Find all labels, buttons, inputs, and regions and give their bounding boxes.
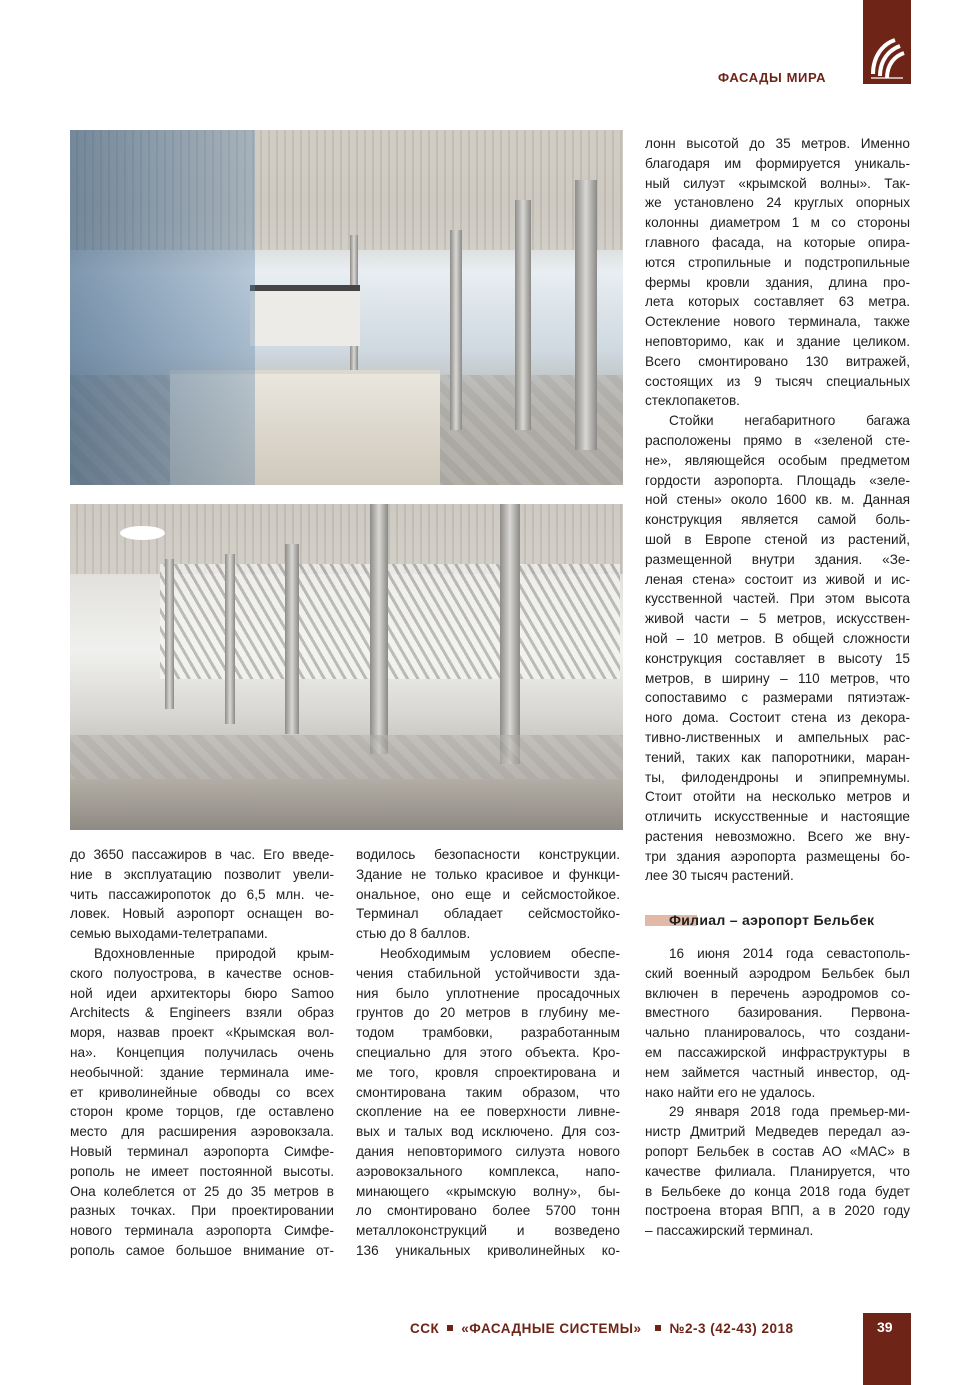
text-line: ме того, кровля спроектирована и: [356, 1064, 620, 1080]
subheading-text: Филиал – аэропорт Бельбек: [669, 912, 875, 928]
text-line: главного фасада, на которые опира-: [645, 234, 910, 250]
text-line: Architects & Engineers взяли образ: [70, 1005, 334, 1021]
text-line: конструкция является самой боль-: [645, 512, 910, 528]
text-line: конструкция составляет в высоту 15: [645, 650, 910, 666]
text-line: смонтирована таким образом, что: [356, 1084, 620, 1100]
page-number: 39: [877, 1319, 893, 1335]
text-line: разных точках. При проектировании: [70, 1203, 334, 1219]
text-line: аэровокзального комплекса, напо-: [356, 1163, 620, 1179]
footer-publication-line: [410, 1321, 794, 1336]
text-line: место для расширения аэровокзала.: [70, 1124, 334, 1140]
paragraph: [356, 944, 620, 1261]
text-line: ются стропильные и подстропильные: [645, 254, 910, 270]
text-line: водилось безопасности конструкции.: [356, 847, 620, 862]
text-line: ты, филодендроны и эпипремнумы.: [645, 769, 910, 785]
text-line: семью выходами-телетрапами.: [70, 926, 268, 942]
terminal-interior-photo-bottom: [70, 504, 623, 830]
text-line: расположены прямо в «зеленой сте-: [645, 432, 910, 448]
text-line: дания неповторимого силуэта нового: [356, 1143, 620, 1159]
text-line: Всего смонтировано 130 витражей,: [645, 353, 910, 369]
text-line: специально для этого объекта. Кро-: [356, 1044, 620, 1060]
text-line: ной стены» около 1600 кв. м. Данная: [645, 492, 910, 508]
text-line: – пассажирский терминал.: [645, 1223, 814, 1239]
text-line: сопоставимо с размерами пятиэтаж-: [645, 690, 910, 706]
square-bullet-icon: [447, 1325, 453, 1331]
text-line: ловек. Новый аэропорт оснащен во-: [70, 906, 334, 922]
paragraph: [70, 845, 334, 944]
text-line: нистр Дмитрий Медведев передал аэ-: [645, 1124, 910, 1140]
text-line: 136 уникальных криволинейных ко-: [356, 1242, 620, 1258]
wave-logo-icon: [869, 34, 905, 80]
text-line: Новый терминал аэропорта Симфе-: [70, 1143, 334, 1159]
text-line: минающего «крымскую волну», бы-: [356, 1183, 620, 1199]
footer-journal: ССК: [410, 1321, 440, 1336]
text-line: ло смонтировано более 5700 тонн: [356, 1203, 620, 1219]
article-column-3-belbek: [645, 944, 910, 1241]
text-line: ского полуострова, в качестве основ-: [70, 965, 334, 981]
section-title: ФАСАДЫ МИРА: [718, 70, 827, 85]
paragraph: [645, 411, 910, 886]
article-column-2: [356, 845, 620, 1261]
text-line: ного дома. Состоит стена из декора-: [645, 710, 910, 726]
text-line: не», являющейся особым предметом: [645, 452, 910, 468]
text-line: же установлено 24 круглых опорных: [645, 195, 910, 211]
text-line: металлоконструкций и возведено: [356, 1223, 620, 1239]
text-line: состоящих из 9 тысяч специальных: [645, 373, 910, 389]
text-line: чения стабильной устойчивости зда-: [356, 965, 620, 981]
paragraph: [356, 845, 620, 944]
text-line: вместного базирования. Первона-: [645, 1005, 910, 1021]
text-line: Терминал обладает сейсмостойко-: [356, 906, 620, 922]
text-line: шой в Европе стеной из растений,: [645, 531, 910, 547]
text-line: Остекление нового терминала, также: [645, 314, 910, 330]
subheading-belbek: [645, 912, 910, 932]
text-line: сторон кроме торцов, где оставлено: [70, 1104, 334, 1120]
text-line: стеклопакетов.: [645, 393, 740, 409]
text-line: растения невозможно. Всего же вну-: [645, 828, 910, 844]
text-line: рополь самое большое внимание от-: [70, 1242, 334, 1258]
text-line: метров, в ширину – 110 метров, что: [645, 670, 910, 686]
text-line: ной идеи архитекторы бюро Samoo: [70, 985, 334, 1001]
text-line: тений, таких как папоротники, маран-: [645, 749, 910, 765]
article-column-3: [645, 134, 910, 886]
text-line: грунтов до 20 метров в глубину ме-: [356, 1005, 620, 1021]
text-line: ный силуэт «крымской волны». Так-: [645, 175, 910, 191]
text-line: гордости аэропорта. Площадь «зеле-: [645, 472, 910, 488]
text-line: 29 января 2018 года премьер-ми-: [669, 1104, 910, 1120]
paragraph: [645, 134, 910, 411]
text-line: вых и талых вод исключено. Для соз-: [356, 1124, 620, 1140]
text-line: размещенной внутри здания. «Зе-: [645, 551, 910, 567]
text-line: Вдохновленные природой крым-: [94, 945, 334, 961]
text-line: ский военный аэродром Бельбек был: [645, 965, 910, 981]
text-line: скопление на ее поверхности ливне-: [356, 1104, 620, 1120]
text-line: Здание не только красивое и функци-: [356, 866, 620, 882]
footer-magazine-title: «ФАСАДНЫЕ СИСТЕМЫ»: [461, 1321, 642, 1336]
text-line: неповторимо, как и здание целиком.: [645, 333, 910, 349]
text-line: лее 30 тысяч растений.: [645, 868, 794, 884]
text-line: 16 июня 2014 года севастополь-: [669, 946, 910, 961]
text-line: ропорт Бельбек в состав АО «МАС» в: [645, 1143, 910, 1159]
text-line: колонны диаметром 1 м со стороны: [645, 215, 910, 231]
text-line: Необходимым условием обеспе-: [380, 945, 620, 961]
text-line: до 3650 пассажиров в час. Его введе-: [70, 847, 334, 862]
text-line: моря, назвав проект «Крымская вол-: [70, 1025, 334, 1041]
text-line: чить пассажиропоток до 6,5 млн. че-: [70, 886, 334, 902]
text-line: фермы кровли здания, длина про-: [645, 274, 910, 290]
text-line: нако найти его не удалось.: [645, 1084, 816, 1100]
text-line: ной – 10 метров. В общей сложности: [645, 630, 910, 646]
square-bullet-icon: [655, 1325, 661, 1331]
text-line: в Бельбеке до конца 2018 года будет: [645, 1183, 910, 1199]
footer-issue: №2-3 (42-43) 2018: [669, 1321, 794, 1336]
text-line: благодаря им формируется уникаль-: [645, 155, 910, 171]
text-line: ние в эксплуатацию позволит увели-: [70, 866, 334, 882]
text-line: Стойки негабаритного багажа: [669, 413, 910, 429]
text-line: нового терминала аэропорта Симфе-: [70, 1223, 334, 1239]
text-line: стью до 8 баллов.: [356, 926, 471, 942]
text-line: рополь не имеет постоянной высоты.: [70, 1163, 334, 1179]
terminal-interior-photo-top: [70, 130, 623, 485]
paragraph: [70, 944, 334, 1261]
text-line: ет криволинейные обводы со всех: [70, 1084, 334, 1100]
text-line: лонн высотой до 35 метров. Именно: [645, 136, 910, 151]
text-line: включен в перечень аэродромов со-: [645, 985, 910, 1001]
text-line: качестве филиала. Планируется, что: [645, 1163, 910, 1179]
text-line: нем займется частный инвестор, од-: [645, 1064, 910, 1080]
text-line: чально планировалось, что создани-: [645, 1025, 910, 1041]
text-line: ния было уплотнение просадочных: [356, 985, 620, 1001]
text-line: лета которых составляет 63 метра.: [645, 294, 910, 310]
text-line: Стоит отойти на несколько метров и: [645, 789, 910, 805]
text-line: живой части – 5 метров, искусствен-: [645, 611, 910, 627]
article-column-1: [70, 845, 334, 1261]
text-line: леная стена» состоит из живой и ис-: [645, 571, 910, 587]
page-number-tab: [863, 1313, 911, 1385]
header-brand-tab: [863, 0, 911, 84]
paragraph: [645, 944, 910, 1102]
text-line: Она колеблется от 25 до 35 метров в: [70, 1183, 334, 1199]
text-line: отличить искусственные и настоящие: [645, 809, 910, 825]
text-line: построена вторая ВПП, а в 2020 году: [645, 1203, 910, 1219]
text-line: ем пассажирской инфраструктуры в: [645, 1044, 910, 1060]
text-line: ональное, оно еще и сейсмостойкое.: [356, 886, 620, 902]
text-line: тивно-лиственных и ампельных рас-: [645, 729, 910, 745]
paragraph: [645, 1102, 910, 1241]
text-line: три здания аэропорта размещены бо-: [645, 848, 910, 864]
text-line: на». Концепция получилась очень: [70, 1044, 334, 1060]
text-line: необычной: здание терминала име-: [70, 1064, 334, 1080]
text-line: тодом трамбовки, разработанным: [356, 1025, 620, 1041]
text-line: кусственной частей. При этом высота: [645, 591, 910, 607]
